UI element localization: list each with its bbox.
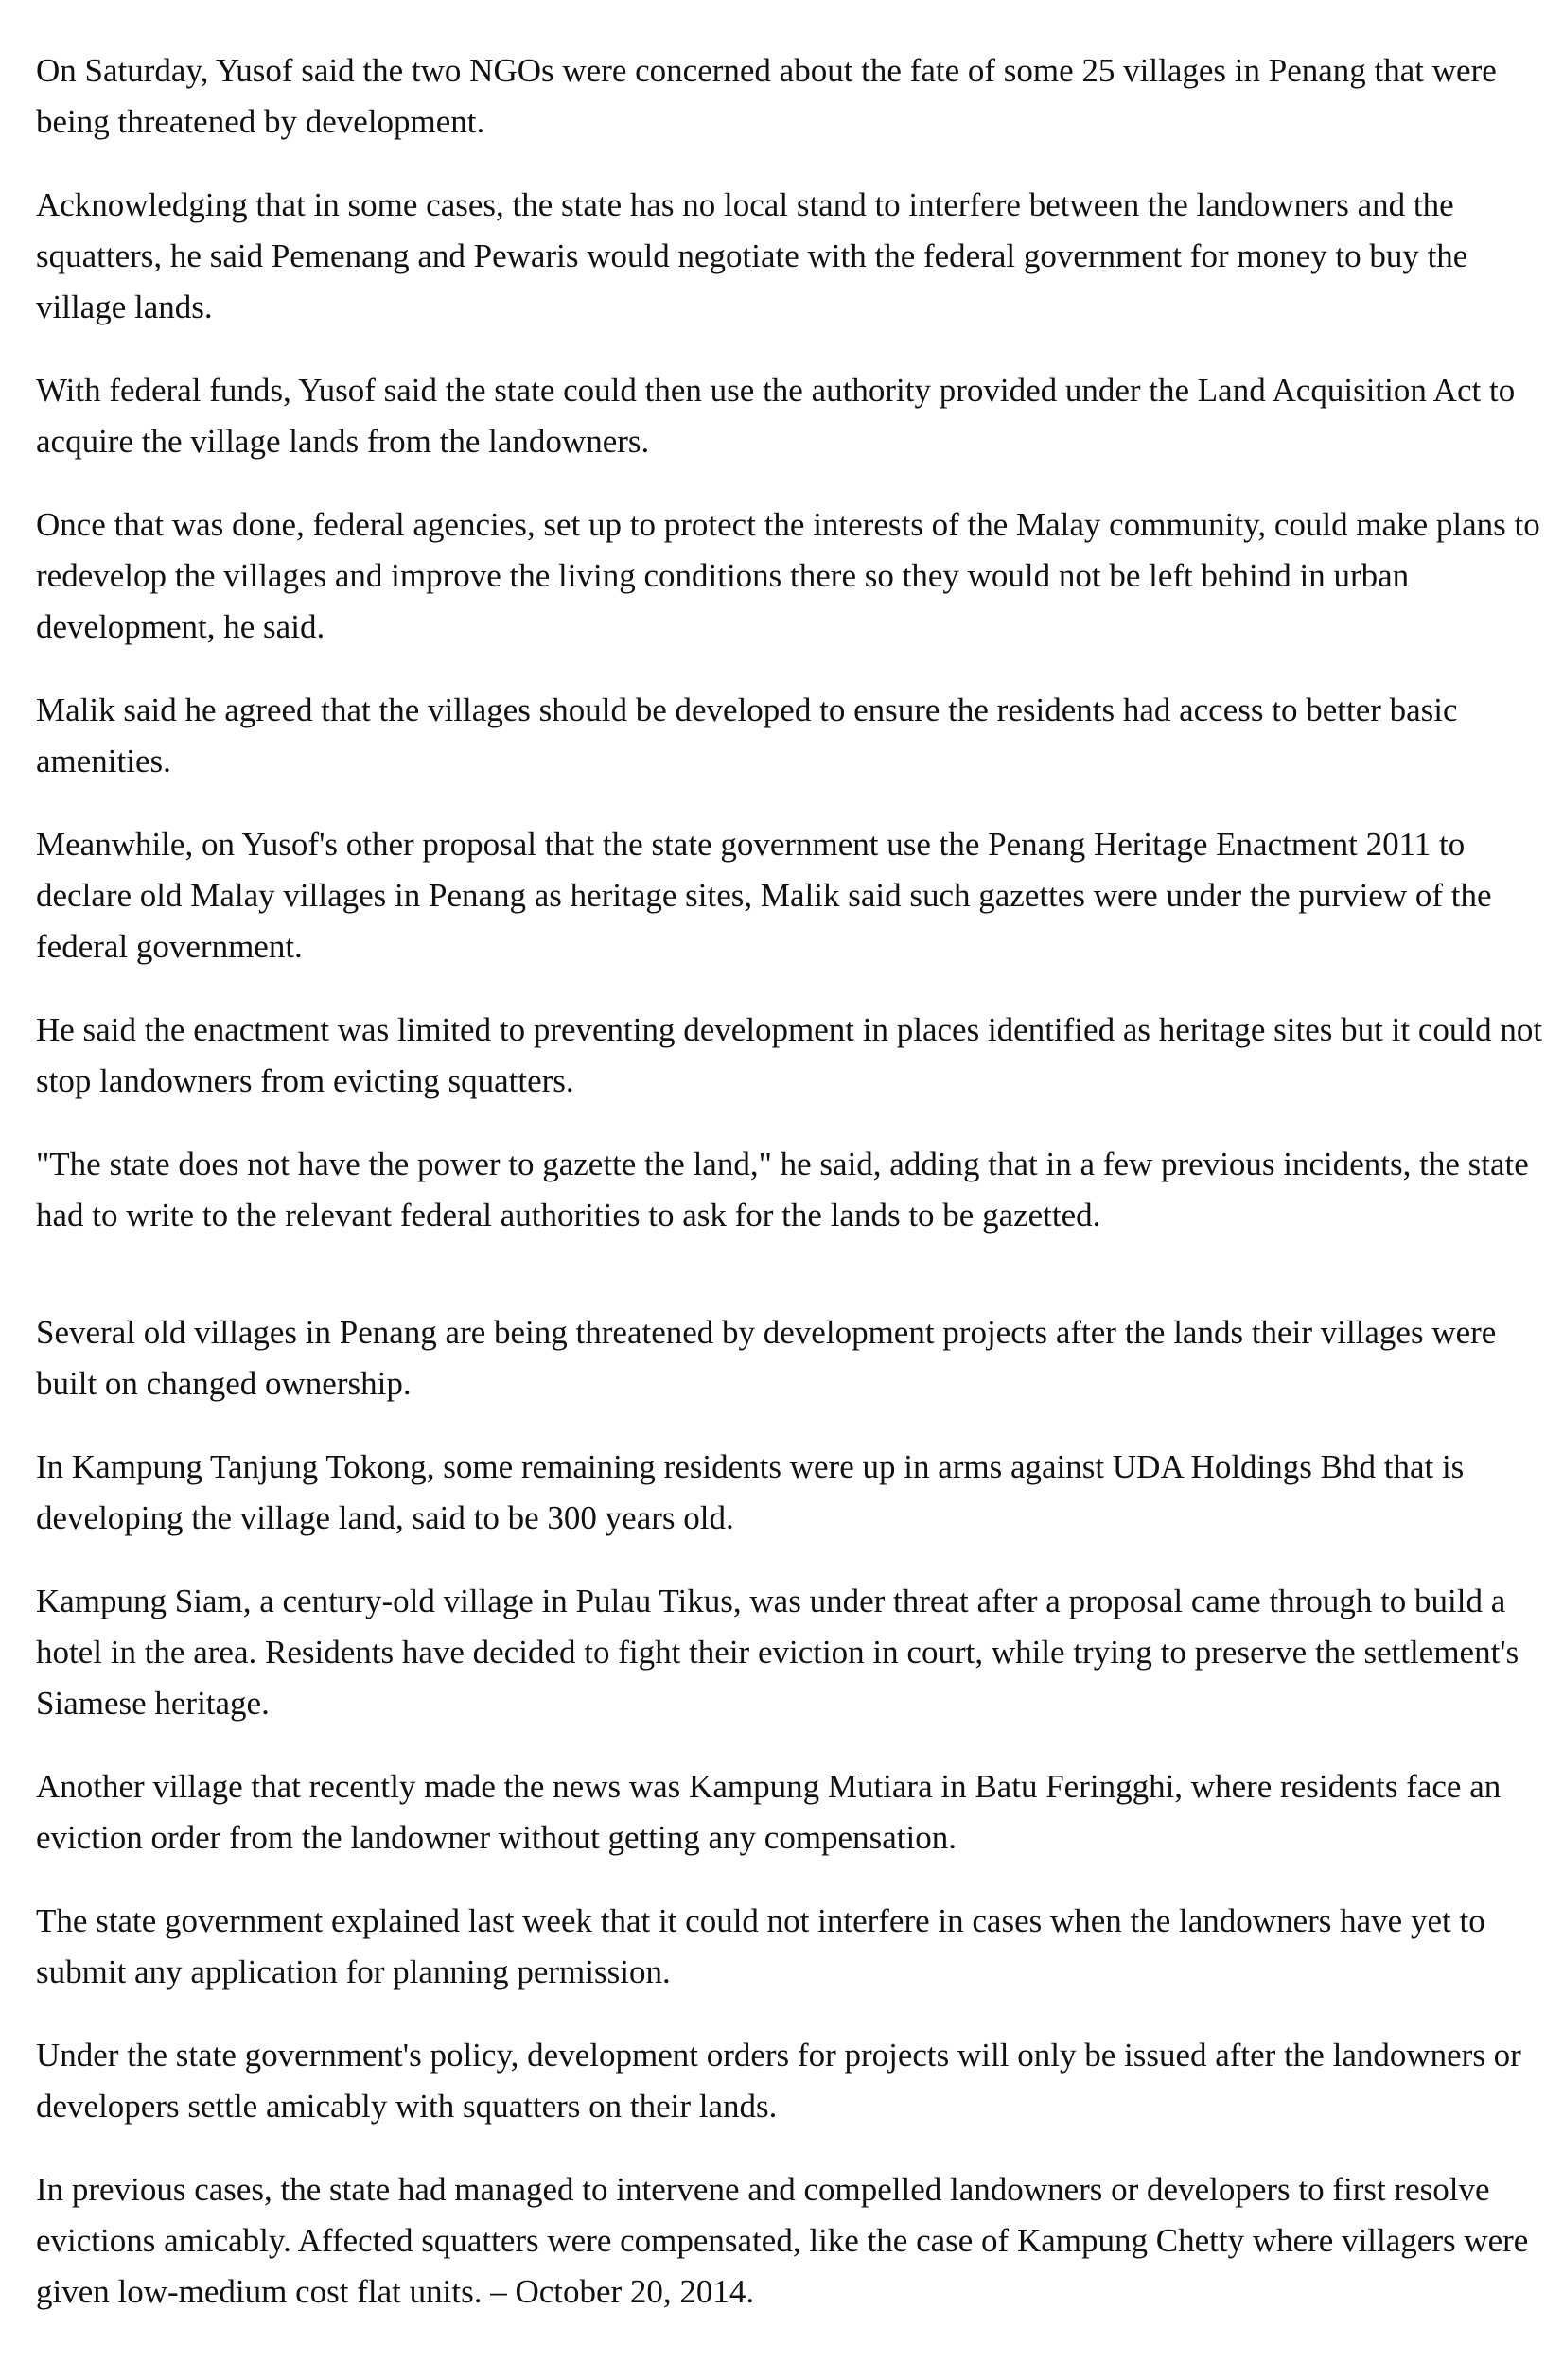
section-divider xyxy=(36,1273,1550,1307)
paragraph: He said the enactment was limited to preventing development in places identified as heritage sites but it could not stop landowners from evicting squatters. xyxy=(36,1011,1543,1099)
paragraph: In Kampung Tanjung Tokong, some remaining residents were up in arms against UDA Holdings Bhd that is developing the village land, said to be 300 years old. xyxy=(36,1448,1465,1536)
paragraph: The state government explained last week that it could not interfere in cases when the landowners have yet to submit any application for planning permission. xyxy=(36,1902,1485,1990)
paragraph: In previous cases, the state had managed to intervene and compelled landowners or developers to first resolve evictions amicably. Affected squatters were compensated, like the case of Kampung Chetty where villagers were given low-medium cost flat units. – October 20, 2014. xyxy=(36,2171,1529,2310)
paragraph: Under the state government's policy, development orders for projects will only be issued after the landowners or developers settle amicably with squatters on their lands. xyxy=(36,2037,1521,2125)
paragraph: Another village that recently made the news was Kampung Mutiara in Batu Feringghi, where residents face an eviction order from the landowner without getting any compensation. xyxy=(36,1768,1502,1856)
paragraph: Once that was done, federal agencies, set up to protect the interests of the Malay community, could make plans to redevelop the villages and improve the living conditions there so they would not be left behind in urban development, he said. xyxy=(36,506,1540,645)
paragraph: Kampung Siam, a century-old village in Pulau Tikus, was under threat after a proposal came through to build a hotel in the area. Residents have decided to fight their eviction in court, while trying to preserve the settlement's Siamese heritage. xyxy=(36,1583,1519,1722)
paragraph: Meanwhile, on Yusof's other proposal that the state government use the Penang Heritage Enactment 2011 to declare old Malay villages in Penang as heritage sites, Malik said such gazettes were under the purview of the federal government. xyxy=(36,826,1492,965)
paragraph: On Saturday, Yusof said the two NGOs were concerned about the fate of some 25 villages in Penang that were being threatened by development. xyxy=(36,52,1497,140)
paragraph: "The state does not have the power to gazette the land," he said, adding that in a few previous incidents, the state had to write to the relevant federal authorities to ask for the lands to be gazetted. xyxy=(36,1146,1529,1234)
paragraph: Malik said he agreed that the villages should be developed to ensure the residents had access to better basic amenities. xyxy=(36,691,1458,779)
paragraph: Several old villages in Penang are being threatened by development projects after the lands their villages were built on changed ownership. xyxy=(36,1314,1497,1402)
paragraph: With federal funds, Yusof said the state could then use the authority provided under the Land Acquisition Act to acquire the village lands from the landowners. xyxy=(36,372,1516,460)
paragraph: Acknowledging that in some cases, the state has no local stand to interfere between the landowners and the squatters, he said Pemenang and Pewaris would negotiate with the federal government for money to buy the village lands. xyxy=(36,186,1468,325)
article-body xyxy=(36,45,1550,2350)
